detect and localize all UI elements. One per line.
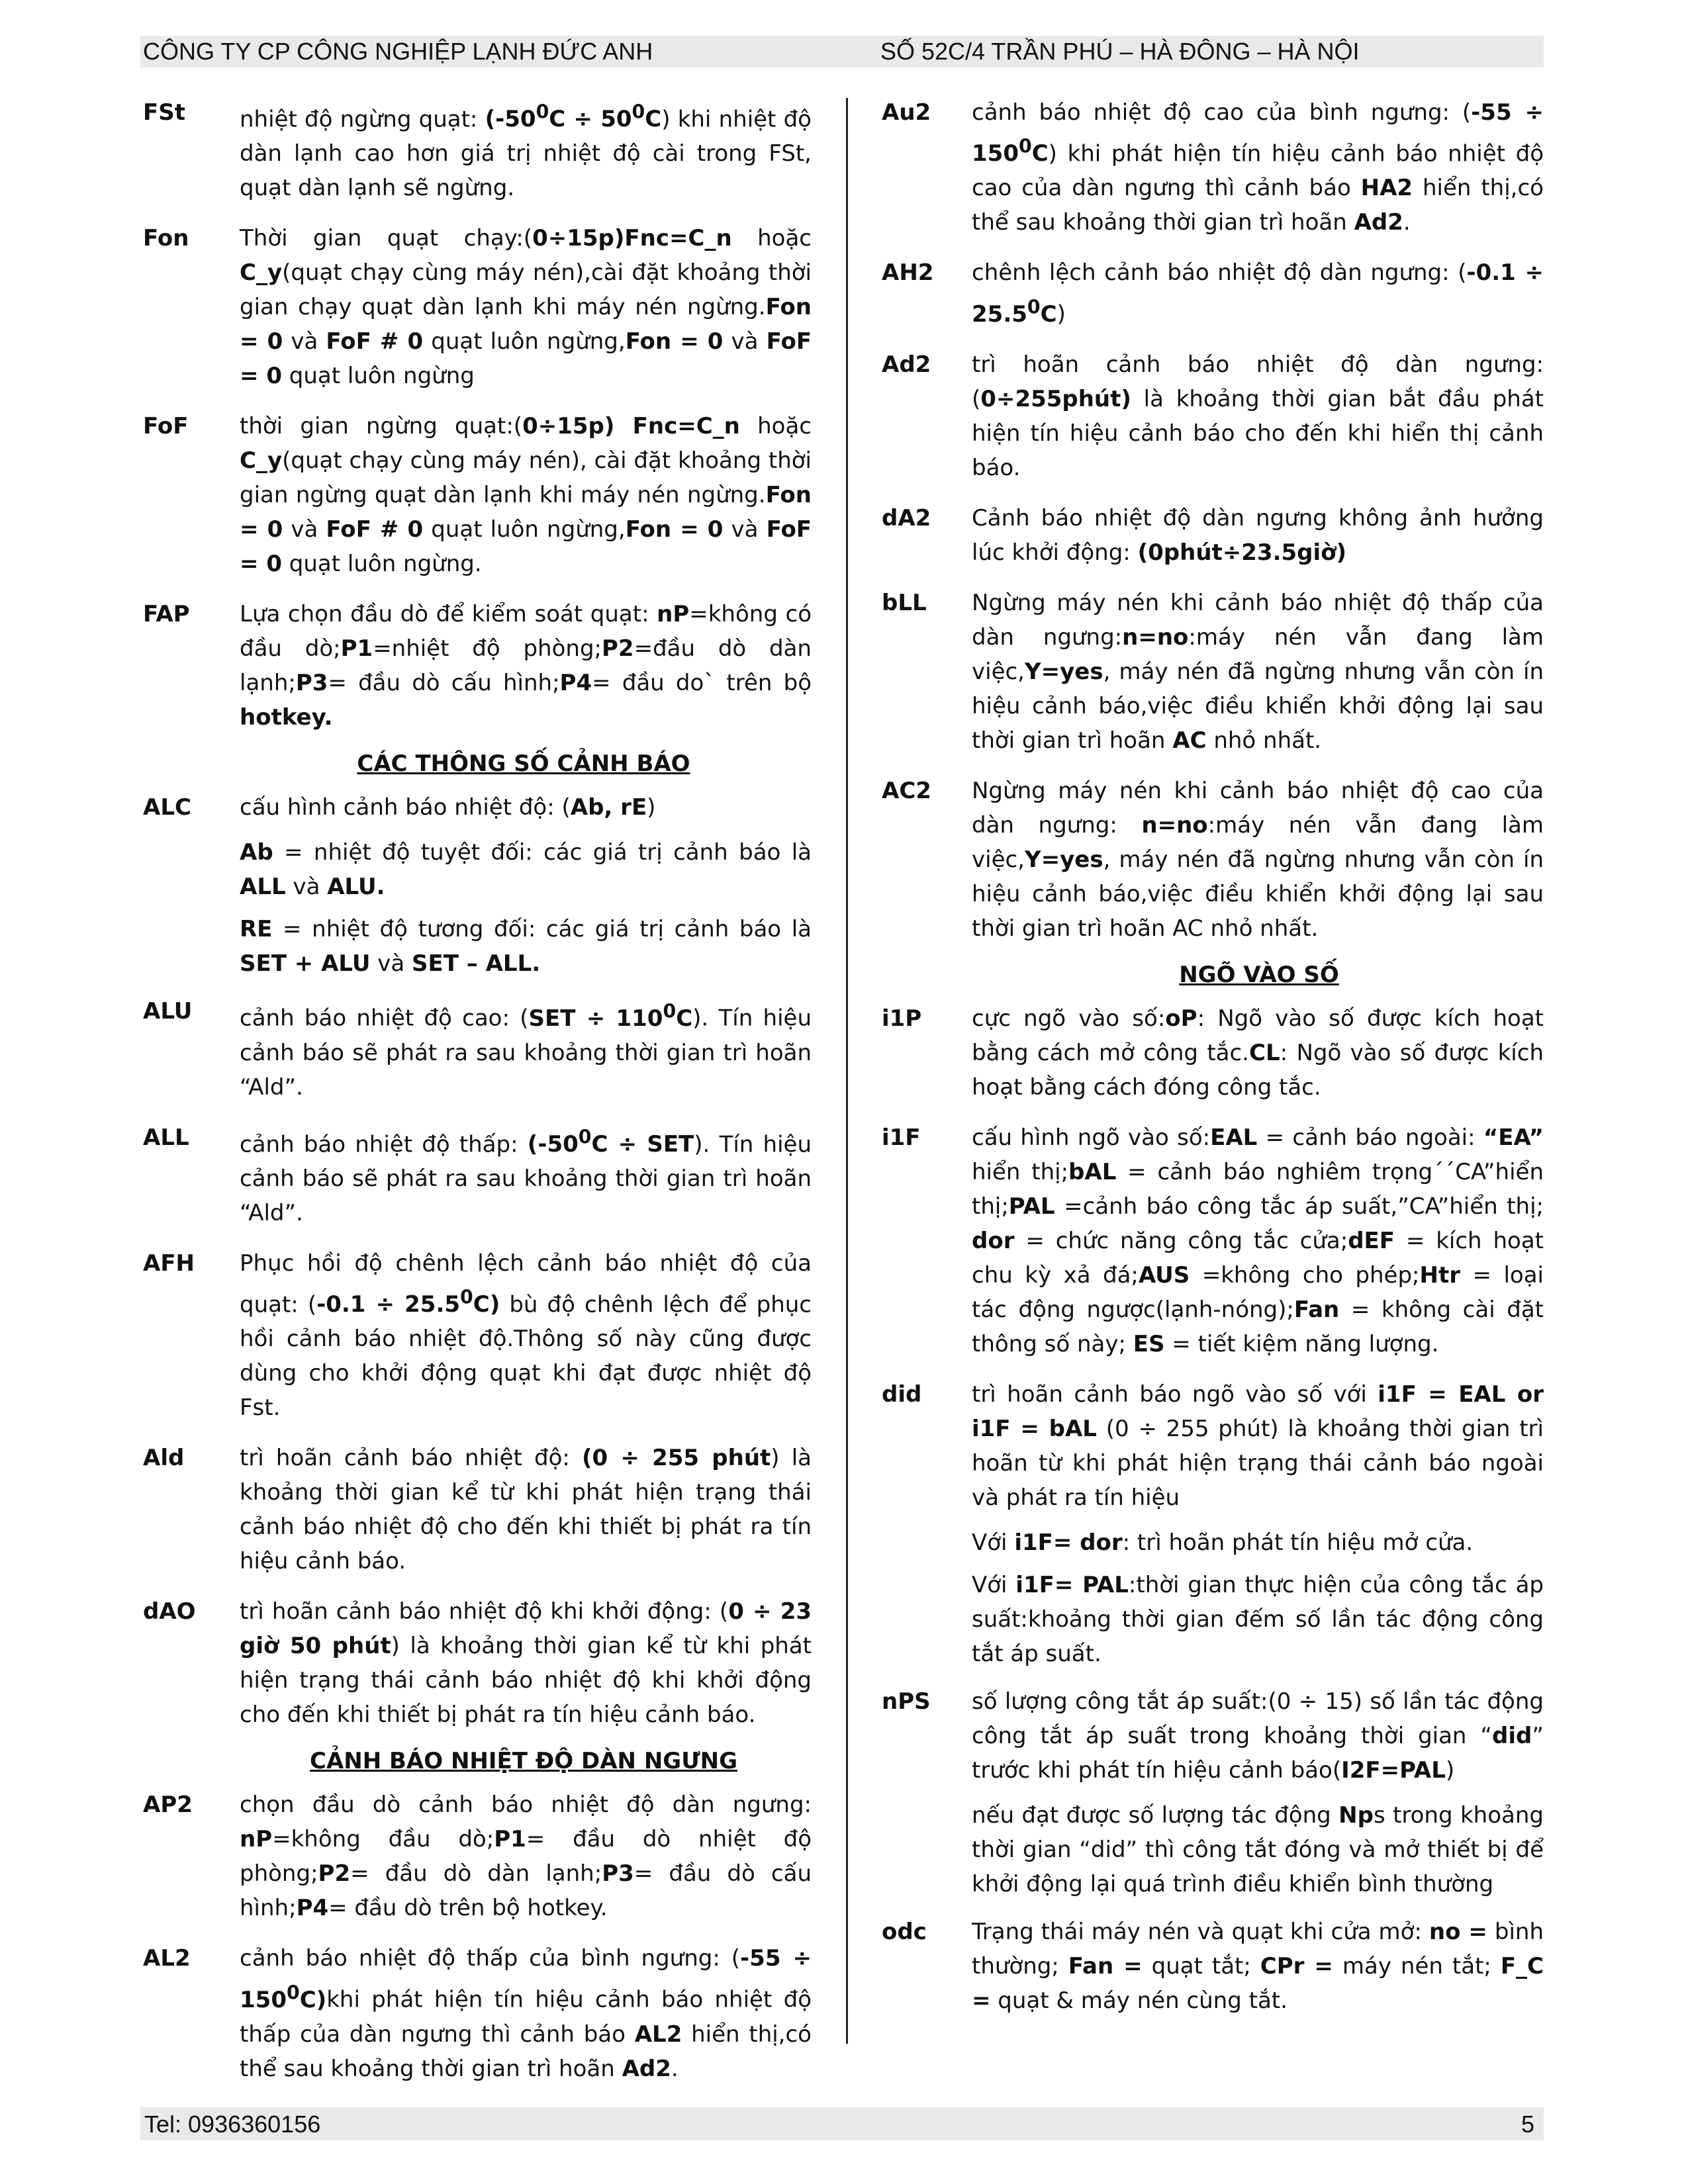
param-afh xyxy=(143,1246,812,1425)
param-description: chọn đầu dò cảnh báo nhiệt độ dàn ngưng: nP=không đầu dò;P1= đầu dò nhiệt độ phòng;P2= đầu dò dàn lạnh;P3= đầu dò cấu hình;P4= đầu dò trên bộ hotkey. xyxy=(240,1792,812,1922)
param-code: nPS xyxy=(882,1688,931,1715)
param-code: AP2 xyxy=(143,1792,193,1819)
param-description: Trạng thái máy nén và quạt khi cửa mở: no = bình thường; Fan = quạt tắt; CPr = máy nén tắt; F_C = quạt & máy nén cùng tắt. xyxy=(972,1918,1544,2014)
param-code: dAO xyxy=(143,1598,196,1625)
param-description: trì hoãn cảnh báo ngõ vào số với i1F = EAL or i1F = bAL (0 ÷ 255 phút) là khoảng thời gian trì hoãn từ khi phát hiện trạng thái cảnh báo ngoài và phát ra tín hiệu xyxy=(972,1381,1544,1511)
page-number: 5 xyxy=(1521,2111,1534,2138)
param-alc-re: RE = nhiệt độ tương đối: các giá trị cảnh báo là SET + ALU và SET – ALL. xyxy=(240,916,812,978)
param-description: Ngừng máy nén khi cảnh báo nhiệt độ thấp của dàn ngưng:n=no:máy nén vẫn đang làm việc,Y=yes, máy nén đã ngừng nhưng vẫn còn ín hiệu cảnh báo,việc điều khiển khởi động lại sau thời gian trì hoãn AC nhỏ nhất. xyxy=(972,589,1544,754)
param-code: i1F xyxy=(882,1124,921,1151)
param-i1p xyxy=(882,1001,1544,1105)
param-nps-note: nếu đạt được số lượng tác động Nps trong khoảng thời gian “did” thì công tắt đóng và mở thiết bị để khởi động lại quá trình điều khiển bình thường xyxy=(972,1801,1544,1897)
param-did xyxy=(882,1377,1544,1515)
param-code: ALL xyxy=(143,1124,189,1151)
param-ac2 xyxy=(882,774,1544,946)
param-ap2 xyxy=(143,1788,812,1925)
param-code: AH2 xyxy=(882,259,934,287)
param-code: dA2 xyxy=(882,504,931,531)
param-i1f xyxy=(882,1120,1544,1361)
param-description: thời gian ngừng quạt:(0÷15p) Fnc=C_n hoặc C_y(quạt chạy cùng máy nén), cài đặt khoảng thời gian ngừng quạt dàn lạnh khi máy nén ngừng.Fon = 0 và FoF # 0 quạt luôn ngừng,Fon = 0 và FoF = 0 quạt luôn ngừng. xyxy=(240,413,812,578)
param-nps xyxy=(882,1684,1544,1788)
param-code: FAP xyxy=(143,601,190,628)
param-code: Ad2 xyxy=(882,351,931,378)
param-code: AFH xyxy=(143,1250,195,1277)
param-fon xyxy=(143,221,812,393)
param-code: ALC xyxy=(143,794,191,821)
param-description: cảnh báo nhiệt độ thấp: $(-50^0C \div SET)$. Tín hiệu cảnh báo sẽ phát ra sau khoảng thời gian trì hoãn “Ald”. xyxy=(240,1126,812,1226)
param-description: chênh lệch cảnh báo nhiệt độ dàn ngưng: $(-0.1 \div 25.5^0C)$ xyxy=(972,259,1544,328)
param-description: trì hoãn cảnh báo nhiệt độ khi khởi động: (0 ÷ 23 giờ 50 phút) là khoảng thời gian kể từ khi phát hiện trạng thái cảnh báo nhiệt độ khi khởi động cho đến khi thiết bị phát ra tín hiệu cảnh báo. xyxy=(240,1598,812,1729)
param-fap xyxy=(143,597,812,735)
page-header xyxy=(140,36,1544,68)
company-address: SỐ 52C/4 TRẦN PHÚ – HÀ ĐÔNG – HÀ NỘI xyxy=(880,38,1360,65)
section-title-condenser: CẢNH BÁO NHIỆT ĐỘ DÀN NGƯNG xyxy=(310,1748,737,1775)
right-column xyxy=(882,95,1544,2034)
param-da2 xyxy=(882,501,1544,570)
param-fst xyxy=(143,95,812,205)
param-description: Ngừng máy nén khi cảnh báo nhiệt độ cao của dàn ngưng: n=no:máy nén vẫn đang làm việc,Y=yes, máy nén đã ngừng nhưng vẫn còn ín hiệu cảnh báo,việc điều khiển khởi động lại sau thời gian trì hoãn AC nhỏ nhất. xyxy=(972,777,1544,942)
param-alu xyxy=(143,994,812,1104)
section-title-digital-input: NGÕ VÀO SỐ xyxy=(1179,961,1339,988)
param-description: trì hoãn cảnh báo nhiệt độ dàn ngưng:(0÷255phút) là khoảng thời gian bắt đầu phát hiện tín hiệu cảnh báo cho đến khi hiển thị cảnh báo. xyxy=(972,351,1544,481)
footer-phone: Tel: 0936360156 xyxy=(144,2111,321,2138)
param-code: i1P xyxy=(882,1005,922,1032)
param-alc-ab: Ab = nhiệt độ tuyệt đối: các giá trị cảnh báo là ALL và ALU. xyxy=(240,839,812,901)
param-odc xyxy=(882,1915,1544,2018)
section-title-alarm: CÁC THÔNG SỐ CẢNH BÁO xyxy=(357,751,690,778)
param-ald xyxy=(143,1441,812,1578)
param-code: FSt xyxy=(143,99,185,126)
param-code: Ald xyxy=(143,1445,185,1472)
param-description: số lượng công tắt áp suất:(0 ÷ 15) số lần tác động công tắt áp suất trong khoảng thời gian “did” trước khi phát tín hiệu cảnh báo(I2F=PAL) xyxy=(972,1688,1544,1784)
param-description: nhiệt độ ngừng quạt: $(-50^0C \div 50^0C)$ khi nhiệt độ dàn lạnh cao hơn giá trị nhiệt độ cài trong FSt, quạt dàn lạnh sẽ ngừng. xyxy=(240,101,812,202)
param-code: FoF xyxy=(143,413,189,440)
param-description: cảnh báo nhiệt độ cao của bình ngưng: $(-55 \div 150^0C)$ khi phát hiện tín hiệu cảnh báo nhiệt độ cao của dàn ngưng thì cảnh báo HA2 hiển thị,có thể sau khoảng thời gian trì hoãn Ad2. xyxy=(972,99,1544,236)
param-code: Fon xyxy=(143,225,189,252)
param-description: trì hoãn cảnh báo nhiệt độ: (0 ÷ 255 phút) là khoảng thời gian kể từ khi phát hiện trạng thái cảnh báo nhiệt độ cho đến khi thiết bị phát ra tín hiệu cảnh báo. xyxy=(240,1445,812,1575)
page-footer xyxy=(140,2107,1544,2140)
param-did-pal: Với i1F= PAL:thời gian thực hiện của công tắc áp suất:khoảng thời gian đếm số lần tác động công tắt áp suất. xyxy=(972,1571,1544,1667)
param-au2 xyxy=(882,95,1544,240)
param-code: AL2 xyxy=(143,1945,191,1972)
param-code: AC2 xyxy=(882,777,931,804)
param-bll xyxy=(882,586,1544,758)
param-description: cực ngõ vào số:oP: Ngõ vào số được kích hoạt bằng cách mở công tắc.CL: Ngõ vào số được kích hoạt bằng cách đóng công tắc. xyxy=(972,1005,1544,1101)
param-dao xyxy=(143,1594,812,1732)
param-description: cảnh báo nhiệt độ thấp của bình ngưng: $(-55 \div 150^0C)khi$ phát hiện tín hiệu cảnh báo nhiệt độ thấp của dàn ngưng thì cảnh báo AL2 hiển thị,có thể sau khoảng thời gian trì hoãn Ad2. xyxy=(240,1945,812,2082)
param-description: cấu hình cảnh báo nhiệt độ: (Ab, rE) xyxy=(240,794,656,821)
param-description: Lựa chọn đầu dò để kiểm soát quạt: nP=không có đầu dò;P1=nhiệt độ phòng;P2=đầu dò dàn lạnh;P3= đầu dò cấu hình;P4= đầu do` trên bộ hotkey. xyxy=(240,601,812,731)
param-all xyxy=(143,1120,812,1230)
param-code: Au2 xyxy=(882,99,931,126)
param-code: ALU xyxy=(143,998,193,1025)
param-description: Cảnh báo nhiệt độ dàn ngưng không ảnh hưởng lúc khởi động: (0phút÷23.5giờ) xyxy=(972,504,1544,566)
param-did-dor: Với i1F= dor: trì hoãn phát tín hiệu mở cửa. xyxy=(972,1529,1474,1556)
param-description: Phục hồi độ chênh lệch cảnh báo nhiệt độ của quạt: $(-0.1 \div 25.5^0C)$ bù độ chênh lệch để phục hồi cảnh báo nhiệt độ.Thông số này cũng được dùng cho khởi động quạt khi đạt được nhiệt độ Fst. xyxy=(240,1250,812,1422)
param-description: cảnh báo nhiệt độ cao: $(SET \div 110^0C)$. Tín hiệu cảnh báo sẽ phát ra sau khoảng thời gian trì hoãn “Ald”. xyxy=(240,1000,812,1101)
left-column xyxy=(143,95,812,2102)
param-alc xyxy=(143,790,812,825)
param-description: Thời gian quạt chạy:(0÷15p)Fnc=C_n hoặc C_y(quạt chạy cùng máy nén),cài đặt khoảng thời gian chạy quạt dàn lạnh khi máy nén ngừng.Fon = 0 và FoF # 0 quạt luôn ngừng,Fon = 0 và FoF = 0 quạt luôn ngừng xyxy=(240,225,812,390)
param-ah2 xyxy=(882,255,1544,331)
param-code: bLL xyxy=(882,589,927,616)
param-ad2 xyxy=(882,347,1544,485)
param-al2 xyxy=(143,1941,812,2085)
param-code: did xyxy=(882,1381,922,1408)
param-description: cấu hình ngõ vào số:EAL = cảnh báo ngoài: “EA” hiển thị;bAL = cảnh báo nghiêm trọng´´CA”hiển thị;PAL =cảnh báo công tắc áp suất,”CA”hiển thị; dor = chức năng công tắc cửa;dEF = kích hoạt chu kỳ xả đá;AUS =không cho phép;Htr = loại tác động ngược(lạnh-nóng);Fan = không cài đặt thông số này; ES = tiết kiệm năng lượng. xyxy=(972,1124,1544,1357)
param-code: odc xyxy=(882,1918,927,1945)
param-fof xyxy=(143,409,812,581)
column-divider xyxy=(846,98,848,2044)
company-name: CÔNG TY CP CÔNG NGHIỆP LẠNH ĐỨC ANH xyxy=(143,38,653,65)
